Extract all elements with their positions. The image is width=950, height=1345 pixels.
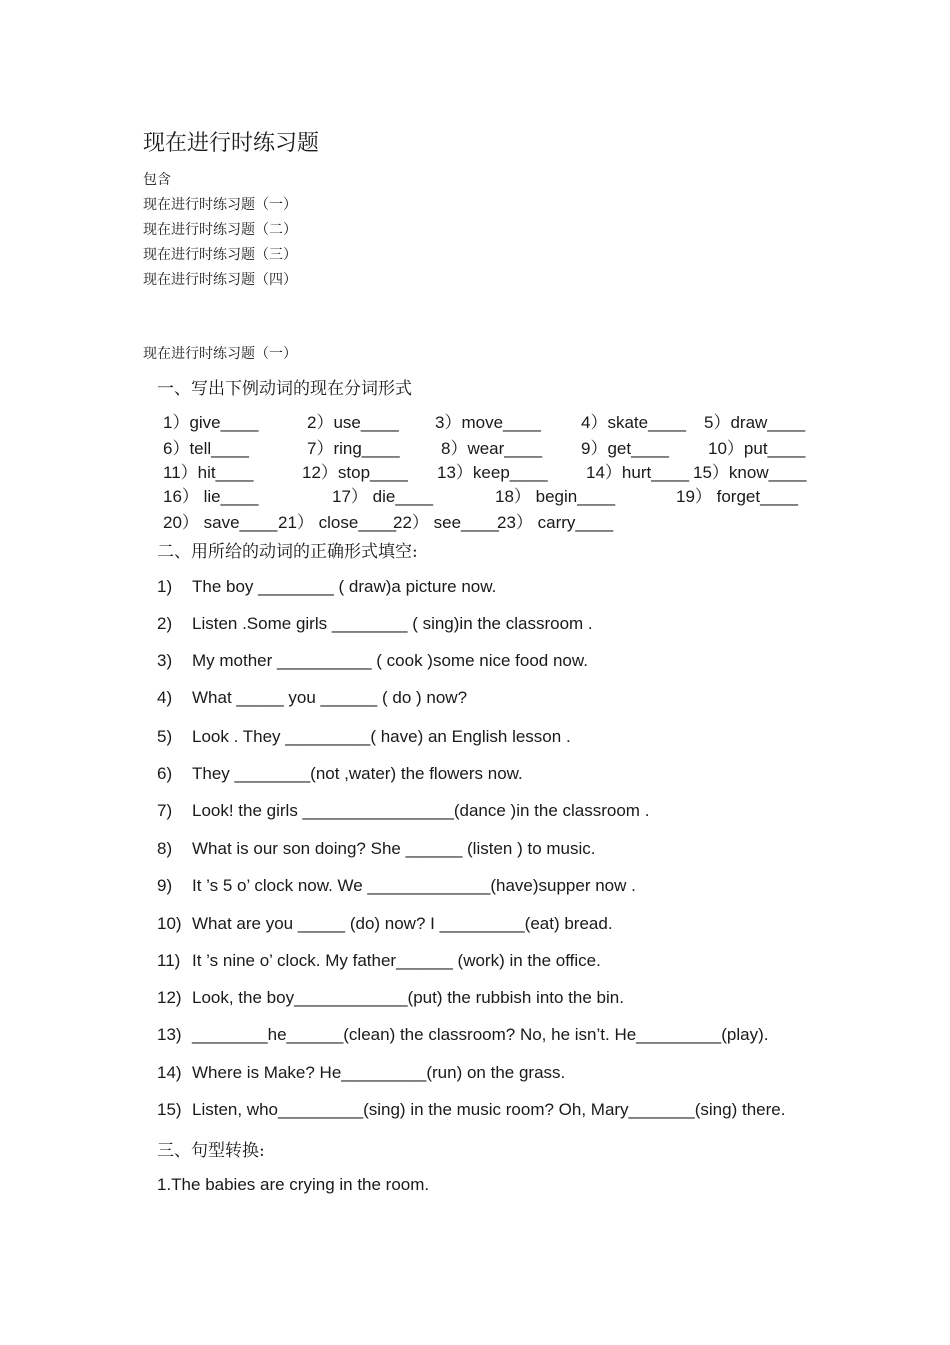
part2-heading: 二、用所给的动词的正确形式填空:: [157, 542, 418, 562]
question-text: It ’s 5 o’ clock now. We _____________(have)supper now .: [192, 876, 636, 895]
verb-item: 6）tell____: [163, 439, 250, 458]
question-text: Look, the boy____________(put) the rubbish into the bin.: [192, 988, 624, 1007]
question-text: Look! the girls ________________(dance )in the classroom .: [192, 801, 650, 820]
verb-item: 17） die____: [332, 487, 434, 506]
question-text: Listen .Some girls ________ ( sing)in the classroom .: [192, 614, 593, 633]
question-number: 15): [157, 1100, 182, 1119]
question-number: 12): [157, 988, 182, 1007]
question-number: 10): [157, 914, 182, 933]
verb-item: 5）draw____: [704, 413, 806, 432]
question-number: 5): [157, 727, 173, 746]
verb-item: 7）ring____: [307, 439, 400, 458]
verb-item: 19） forget____: [676, 487, 798, 506]
section-heading: 现在进行时练习题（一）: [143, 346, 297, 362]
verb-item: 16） lie____: [163, 487, 259, 506]
verb-item: 8）wear____: [441, 439, 543, 458]
question-text: ________he______(clean) the classroom? No, he isn’t. He_________(play).: [192, 1025, 769, 1044]
question-number: 4): [157, 688, 173, 707]
verb-item: 14）hurt____: [586, 463, 690, 482]
verb-item: 4）skate____: [581, 413, 686, 432]
question-number: 8): [157, 839, 173, 858]
part1-heading: 一、写出下例动词的现在分词形式: [157, 379, 412, 399]
verb-item: 18） begin____: [495, 487, 616, 506]
question-number: 1): [157, 577, 173, 596]
verb-item: 11）hit____: [163, 463, 254, 482]
question-number: 14): [157, 1063, 182, 1082]
question-number: 13): [157, 1025, 182, 1044]
verb-item: 15）know____: [693, 463, 807, 482]
question-number: 6): [157, 764, 173, 783]
verb-item: 1）give____: [163, 413, 259, 432]
verb-item: 22） see____: [393, 513, 499, 532]
verb-item: 23） carry____: [497, 513, 614, 532]
question-number: 7): [157, 801, 173, 820]
contains-label: 包含: [143, 172, 171, 188]
question-number: 2): [157, 614, 173, 633]
question-text: It ’s nine o’ clock. My father______ (work) in the office.: [192, 951, 601, 970]
verb-item: 9）get____: [581, 439, 669, 458]
question-number: 9): [157, 876, 173, 895]
toc-item: 现在进行时练习题（一）: [143, 197, 297, 213]
verb-item: 2）use____: [307, 413, 399, 432]
question-text: The boy ________ ( draw)a picture now.: [192, 577, 497, 596]
verb-item: 13）keep____: [437, 463, 548, 482]
question-text: Look . They _________( have) an English lesson .: [192, 727, 571, 746]
part3-heading: 三、句型转换:: [157, 1141, 265, 1161]
question-text: What _____ you ______ ( do ) now?: [192, 688, 468, 707]
toc-item: 现在进行时练习题（二）: [143, 222, 297, 238]
question-text: They ________(not ,water) the flowers now.: [192, 764, 523, 783]
toc-item: 现在进行时练习题（四）: [143, 272, 297, 288]
page-title: 现在进行时练习题: [143, 131, 320, 156]
verb-item: 21） close____: [278, 513, 397, 532]
question-text: My mother __________ ( cook )some nice food now.: [192, 651, 588, 670]
question-text: What is our son doing? She ______ (listen ) to music.: [192, 839, 596, 858]
transform-item: 1.The babies are crying in the room.: [157, 1175, 430, 1194]
question-text: Where is Make? He_________(run) on the grass.: [192, 1063, 566, 1082]
verb-item: 3）move____: [435, 413, 541, 432]
question-text: What are you _____ (do) now? I _________(eat) bread.: [192, 914, 613, 933]
toc-item: 现在进行时练习题（三）: [143, 247, 297, 263]
question-number: 3): [157, 651, 173, 670]
question-text: Listen, who_________(sing) in the music room? Oh, Mary_______(sing) there.: [192, 1100, 786, 1119]
verb-item: 20） save____: [163, 513, 278, 532]
question-number: 11): [157, 951, 181, 970]
verb-item: 12）stop____: [302, 463, 408, 482]
verb-item: 10）put____: [708, 439, 806, 458]
